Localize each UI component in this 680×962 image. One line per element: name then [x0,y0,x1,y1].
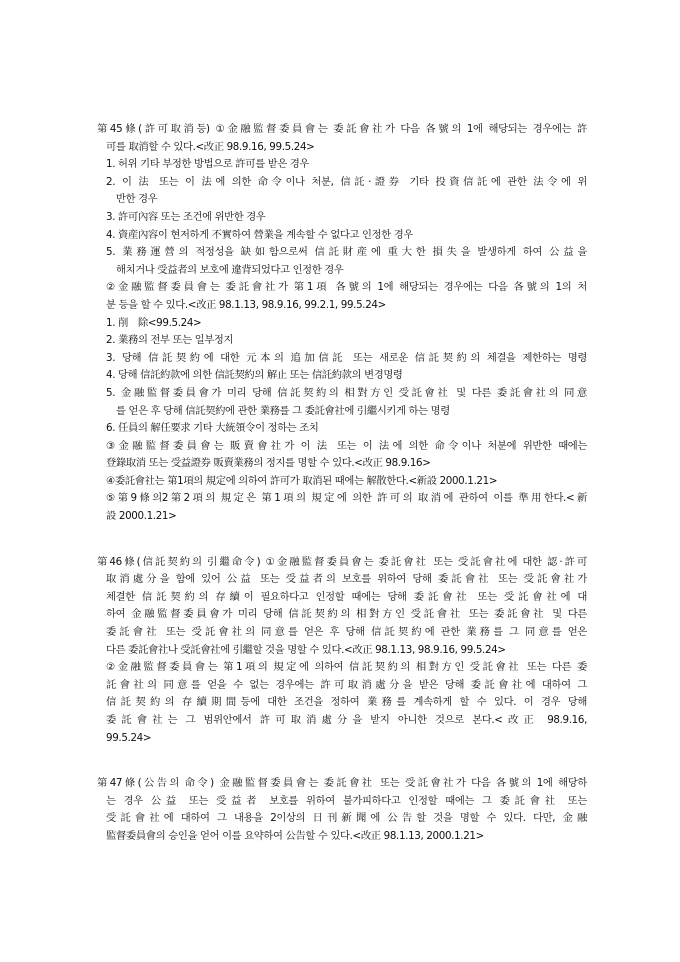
text-line: 監督委員會의 승인을 얻어 이를 요약하여 公告할 수 있다.<改正 98.1.13, 2000.1.21> [106,829,484,842]
text-line: 3. 許可內容 또는 조건에 위반한 경우 [106,210,266,223]
article-gap [97,747,587,775]
text-line: 4. 資産內容이 현저하게 不實하여 營業을 계속할 수 없다고 인정한 경우 [106,228,413,241]
text-line: 可를 取消할 수 있다.<改正 98.9.16, 99.5.24> [106,140,315,153]
article-art47 [97,775,587,845]
text-line: 다른 委託會社나 受託會社에 引繼할 것을 명할 수 있다.<改正 98.1.13, 98.9.16, 99.5.24> [106,643,506,656]
text-line: 1. 削 除<99.5.24> [106,316,202,329]
text-line: 託會社의 同意를 얻을 수 없는 경우에는 許可取消處分을 받은 당해 委託會社에 대하여 그 [106,678,587,691]
text-line: 해치거나 受益者의 보호에 違背되었다고 인정한 경우 [116,263,344,276]
text-line: ④委託會社는 第1項의 規定에 의하여 許可가 取消된 때에는 解散한다.<新設 2000.1.21> [106,474,498,487]
text-line: 第46條(信託契約의 引繼命令) ①金融監督委員會는 委託會社 또는 受託會社에 대한 認·許可 [97,555,587,568]
text-line: 登錄取消 또는 受益證券 販賣業務의 정지를 명할 수 있다.<改正 98.9.16> [106,457,431,470]
text-line: ③金融監督委員會는 販賣會社가 이 法 또는 이 法에 의한 命令이나 처분에 위반한 때에는 [106,439,587,452]
text-line: 2. 이 法 또는 이 法에 의한 命令이나 처분, 信託·證券 기타 投資信託에 관한 法令에 위 [106,175,587,188]
text-line: 분 등을 할 수 있다.<改正 98.1.13, 98.9.16, 99.2.1, 99.5.24> [106,298,386,311]
text-line: 3. 당해 信託契約에 대한 元本의 追加信託 또는 새로운 信託契約의 체결을 제한하는 명령 [106,351,587,364]
text-line: 1. 허위 기타 부정한 방법으로 許可를 받은 경우 [106,158,310,171]
article-gap [97,526,587,554]
text-line: 第45條(許可取消등) ①金融監督委員會는 委託會社가 다음 各號의 1에 해당되는 경우에는 許 [97,123,587,135]
text-line: 체결한 信託契約의 存續이 필요하다고 인정할 때에는 당해 委託會社 또는 受託會社에 대 [106,590,587,603]
text-line: 第47條(公告의 命令) 金融監督委員會는 委託會社 또는 受託會社가 다음 各號의 1에 해당하 [97,777,587,790]
text-line: 5. 業務運營의 적정성을 缺如함으로써 信託財産에 重大한 損失을 발생하게 하여 公益을 [106,246,587,259]
text-line: 반한 경우 [116,193,158,206]
text-line: 委託會社 또는 受託會社의 同意를 얻은 후 당해 信託契約에 관한 業務를 그 同意를 얻은 [106,626,587,639]
text-line: 受託會社에 대하여 그 내용을 2이상의 日刊新聞에 公告할 것을 명할 수 있다. 다만, 金融 [106,812,587,825]
article-art46 [97,554,587,748]
text-line: 信託契約의 存續期間등에 대한 조건을 정하여 業務를 계속하게 할 수 있다. 이 경우 당해 [106,696,587,709]
article-art45 [97,121,587,526]
text-line: 99.5.24> [106,731,152,744]
text-line: 2. 業務의 전부 또는 일부정지 [106,334,234,347]
text-line: 設 2000.1.21> [106,510,177,523]
text-line: ②金融監督委員會는 委託會社가 第1項 各號의 1에 해당되는 경우에는 다음 各號의 1의 처 [106,281,587,294]
text-line: ②金融監督委員會는 第1項의 規定에 의하여 信託契約의 相對方인 受託會社 또는 다른 委 [106,661,587,674]
text-line: 를 얻은 후 당해 信託契約에 관한 業務를 그 委託會社에 引繼시키게 하는 명령 [116,404,450,417]
text-line: 5. 金融監督委員會가 미리 당해 信託契約의 相對方인 受託會社 및 다른 委託會社의 同意 [106,386,587,399]
text-line: 取消處分을 함에 있어 公益 또는 受益者의 보호를 위하여 당해 委託會社 또는 受託會社가 [106,573,587,586]
text-line: 는 경우 公益 또는 受益者 보호를 위하여 불가피하다고 인정할 때에는 그 委託會社 또는 [106,794,587,807]
text-line: 6. 任員의 解任要求 기타 大統領令이 정하는 조치 [106,422,319,435]
text-line: 委託會社는 그 범위안에서 許可取消處分을 받지 아니한 것으로 본다.<改正 98.9.16, [106,714,587,726]
document-page [97,121,587,846]
text-line: 4. 당해 信託約款에 의한 信託契約의 解止 또는 信託約款의 변경명령 [106,369,403,382]
text-line: 하여 金融監督委員會가 미리 당해 信託契約의 相對方인 受託會社 또는 委託會社 및 다른 [106,608,587,621]
text-line: ⑤第9條의2第2項의 規定은 第1項의 規定에 의한 許可의 取消에 관하여 이를 準用한다.<新 [106,492,587,505]
